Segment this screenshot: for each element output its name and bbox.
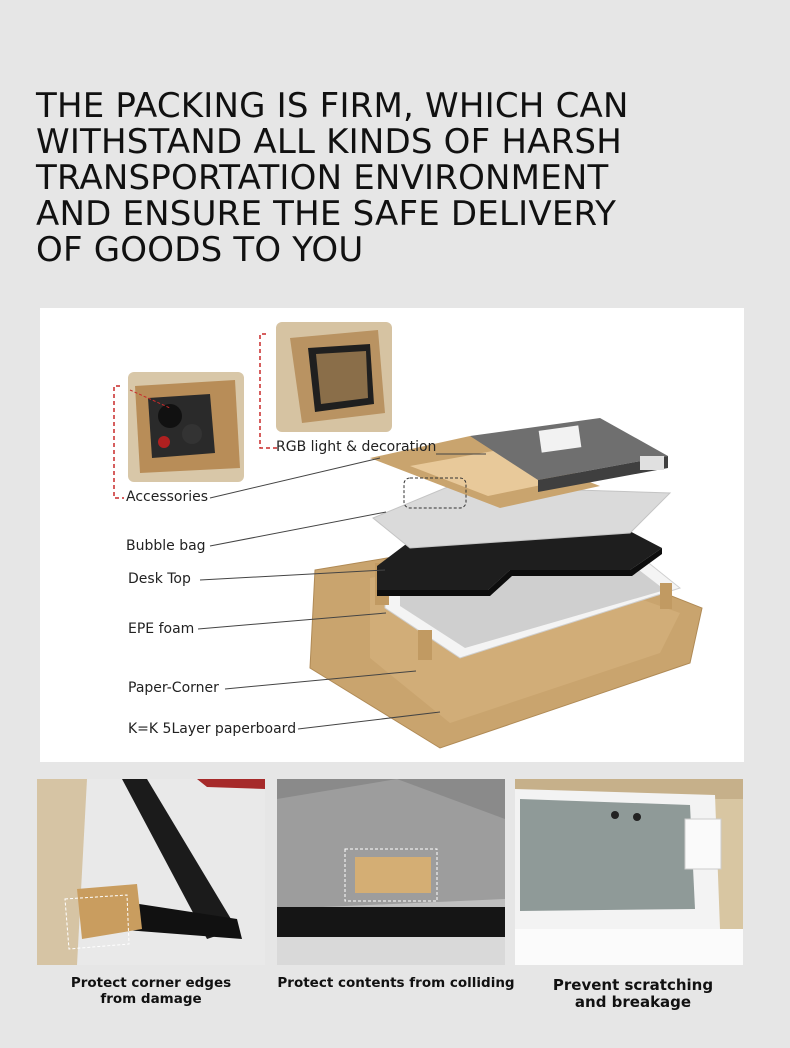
caption-colliding [277, 975, 515, 991]
label-paper-corner: Paper-Corner [128, 680, 219, 696]
caption-scratching-text: Prevent scratching and breakage [552, 976, 714, 1011]
label-desk-top: Desk Top [128, 571, 191, 587]
caption-corner [37, 975, 265, 1007]
label-accessories: Accessories [126, 489, 209, 505]
caption-colliding-text: Protect contents from colliding [277, 975, 515, 991]
packing-diagram [40, 308, 744, 762]
headline: THE PACKING IS FIRM, WHICH CAN WITHSTAND ALL KINDS OF HARSH TRANSPORTATION ENVIRONMENT AND ENSURE THE SAFE DELIVERY OF GOODS TO YOU [36, 86, 629, 270]
label-bubble-bag: Bubble bag [126, 538, 206, 554]
label-paperboard: K=K 5Layer paperboard [128, 721, 297, 737]
photo-foam-frame [515, 779, 743, 965]
photo-bubble-wrap [277, 779, 505, 965]
photo-corner-protection [37, 779, 265, 965]
label-rgb-light: RGB light & decoration [276, 439, 437, 455]
caption-corner-text: Protect corner edges from damage [70, 975, 232, 1007]
caption-scratching [515, 977, 751, 1011]
label-epe-foam: EPE foam [128, 621, 195, 637]
